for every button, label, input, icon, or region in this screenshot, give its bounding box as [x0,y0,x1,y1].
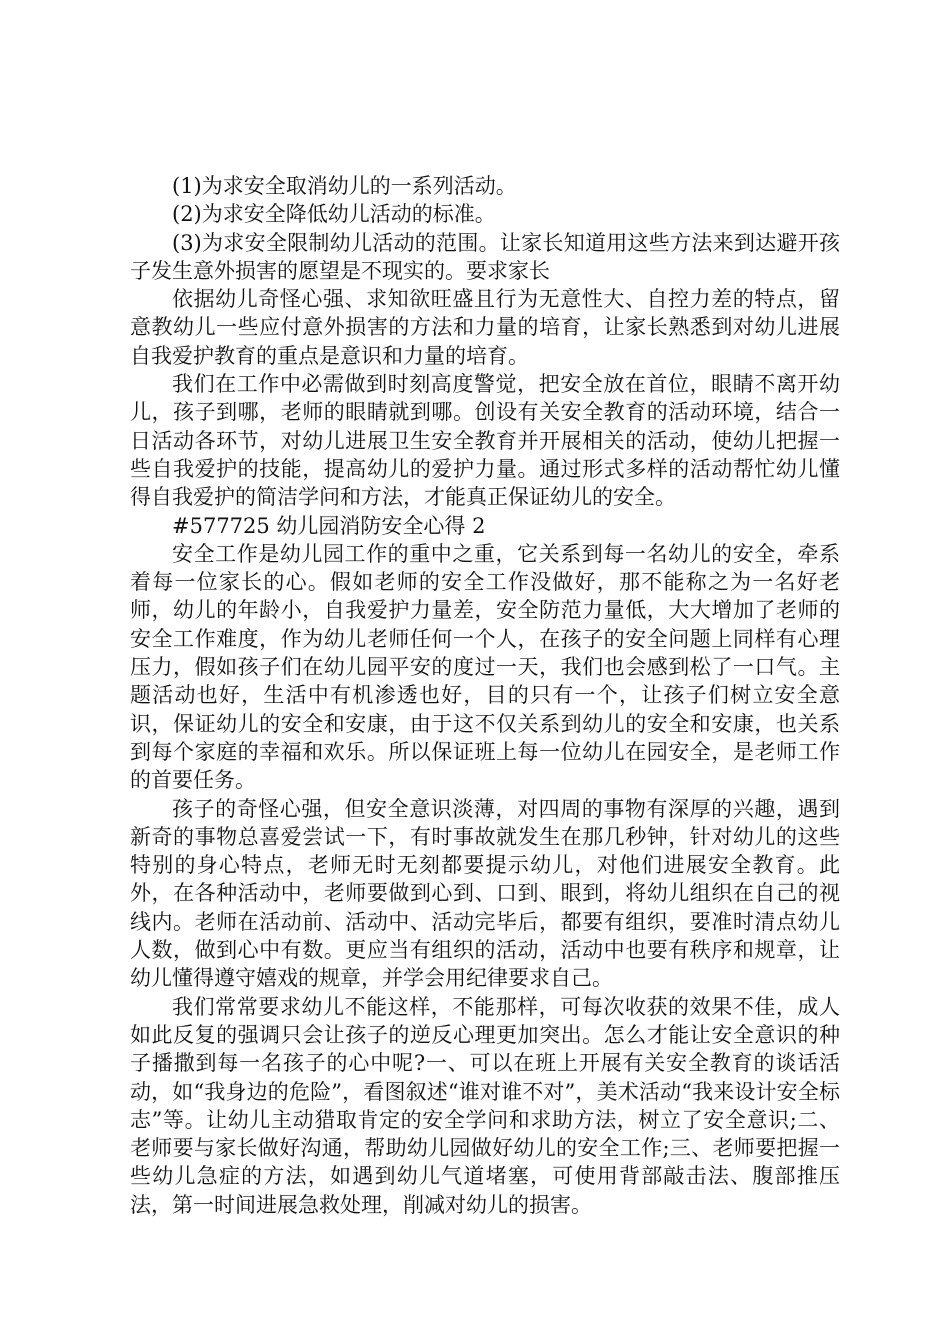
paragraph-3: (3)为求安全限制幼儿活动的范围。让家长知道用这些方法来到达避开孩子发生意外损害的愿望是不现实的。要求家长 [130,230,840,283]
paragraph-7: 孩子的奇怪心强，但安全意识淡薄，对四周的事物有深厚的兴趣，遇到新奇的事物总喜爱尝试一下，有时事故就发生在那几秒钟，针对幼儿的这些特别的身心特点，老师无时无刻都要提示幼儿，对他们进展安全教育。此外，在各种活动中，老师要做到心到、口到、眼到，将幼儿组织在自己的视线内。老师在活动前、活动中、活动完毕后，都要有组织，要准时清点幼儿人数，做到心中有数。更应当有组织的活动，活动中也要有秩序和规章，让幼儿懂得遵守嬉戏的规章，并学会用纪律要求自己。 [130,796,840,991]
paragraph-6: 安全工作是幼儿园工作的重中之重，它关系到每一名幼儿的安全，牵系着每一位家长的心。假如老师的安全工作没做好，那不能称之为一名好老师，幼儿的年龄小，自我爱护力量差，安全防范力量低，大大增加了老师的安全工作难度，作为幼儿老师任何一个人，在孩子的安全问题上同样有心理压力，假如孩子们在幼儿园平安的度过一天，我们也会感到松了一口气。主题活动也好，生活中有机渗透也好，目的只有一个，让孩子们树立安全意识，保证幼儿的安全和安康，由于这不仅关系到幼儿的安全和安康，也关系到每个家庭的幸福和欢乐。所以保证班上每一位幼儿在园安全，是老师工作的首要任务。 [130,541,840,793]
section-heading: #577725 幼儿园消防安全心得 2 [172,513,486,538]
paragraph-4: 依据幼儿奇怪心强、求知欲旺盛且行为无意性大、自控力差的特点，留意教幼儿一些应付意外损害的方法和力量的培育，让家长熟悉到对幼儿进展自我爱护教育的重点是意识和力量的培育。 [130,287,840,368]
document-body [130,172,840,1219]
paragraph-5: 我们在工作中必需做到时刻高度警觉，把安全放在首位，眼睛不离开幼儿，孩子到哪，老师的眼睛就到哪。创设有关安全教育的活动环境，结合一日活动各环节，对幼儿进展卫生安全教育并开展相关的活动，使幼儿把握一些自我爱护的技能，提高幼儿的爱护力量。通过形式多样的活动帮忙幼儿懂得自我爱护的简洁学问和方法，才能真正保证幼儿的安全。 [130,372,840,510]
paragraph-2: (2)为求安全降低幼儿活动的标准。 [172,202,496,227]
paragraph-1: (1)为求安全取消幼儿的一系列活动。 [172,174,517,198]
paragraph-8: 我们常常要求幼儿不能这样，不能那样，可每次收获的效果不佳，成人如此反复的强调只会让孩子的逆反心理更加突出。怎么才能让安全意识的种子播撒到每一名孩子的心中呢?一、可以在班上开展有关安全教育的谈话活动，如“我身边的危险”，看图叙述“谁对谁不对”，美术活动“我来设计安全标志”等。让幼儿主动猎取肯定的安全学问和求助方法，树立了安全意识;二、老师要与家长做好沟通，帮助幼儿园做好幼儿的安全工作;三、老师要把握一些幼儿急症的方法，如遇到幼儿气道堵塞，可使用背部敲击法、腹部推压法，第一时间进展急救处理，削减对幼儿的损害。 [130,994,840,1217]
